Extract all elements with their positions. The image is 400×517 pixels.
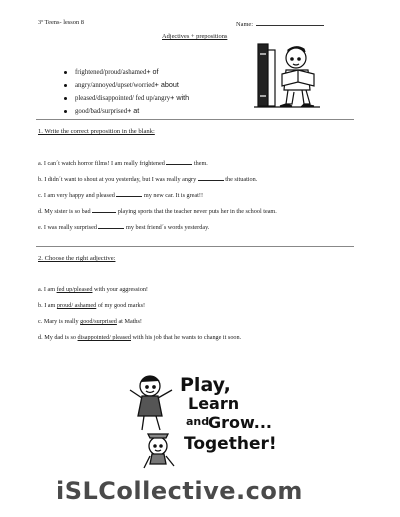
site-watermark: iSLCollective.com	[56, 477, 303, 505]
answer-blank[interactable]	[166, 158, 192, 165]
adjective-options[interactable]: proud/ ashamed	[56, 302, 97, 309]
play-learn-grow-logo	[128, 372, 278, 474]
bullet-dot	[64, 97, 67, 100]
exercise-item: d. My dad is so disappointed/ pleased with his job that he wants to change it soon.	[38, 334, 242, 341]
name-label: Name:	[236, 21, 254, 28]
exercise-item: b. I didn´t want to shout at you yesterday, but I was really angry the situation.	[38, 176, 258, 183]
section1-heading: 1. Write the correct preposition in the blank:	[38, 128, 155, 135]
page-title: Adjectives + prepositions	[162, 33, 228, 40]
logo-and: and	[186, 415, 210, 428]
adjective-options[interactable]: disappointed/ pleased	[77, 334, 131, 341]
bullet-dot	[64, 71, 67, 74]
kids-illustration	[128, 372, 188, 472]
exercise-item: e. I was really surprised my best friend´s words yesterday.	[38, 224, 210, 231]
reading-boy-illustration	[252, 40, 324, 112]
lesson-header: 3º Teens- lesson 8	[38, 19, 84, 26]
exercise-item: a. I can´t watch horror films! I am really frightened them.	[38, 160, 208, 167]
answer-blank[interactable]	[198, 174, 224, 181]
logo-grow: Grow...	[208, 413, 273, 432]
divider	[36, 246, 354, 247]
divider	[36, 119, 354, 120]
exercise-item: c. I am very happy and pleased my new car. It is great!!	[38, 192, 204, 199]
logo-learn: Learn	[188, 394, 240, 413]
answer-blank[interactable]	[116, 190, 142, 197]
exercise-item: b. I am proud/ ashamed of my good marks!	[38, 302, 146, 309]
section2-heading: 2. Choose the right adjective:	[38, 255, 116, 262]
exercise-item: c. Mary is really good/surprised at Maths!	[38, 318, 142, 325]
bullet-dot	[64, 110, 67, 113]
bullet-dot	[64, 84, 67, 87]
adjective-options[interactable]: fed up/pleased	[56, 286, 93, 293]
bullet-item: good/bad/surprised+ at	[64, 106, 139, 115]
bullet-item: pleased/disappointed/ fed up/angry+ with	[64, 93, 189, 102]
adjective-options[interactable]: good/surprised	[80, 318, 117, 325]
exercise-item: d. My sister is so bad playing sports that the teacher never puts her in the school team.	[38, 208, 277, 215]
answer-blank[interactable]	[98, 222, 124, 229]
name-field	[236, 19, 324, 28]
bullet-item: angry/annoyed/upset/worried+ about	[64, 80, 179, 89]
exercise-item: a. I am fed up/pleased with your aggression!	[38, 286, 148, 293]
logo-together: Together!	[184, 434, 277, 454]
name-blank	[256, 19, 324, 26]
logo-play: Play,	[180, 374, 231, 396]
bullet-item: frightened/proud/ashamed+ of	[64, 67, 159, 76]
answer-blank[interactable]	[92, 206, 116, 213]
